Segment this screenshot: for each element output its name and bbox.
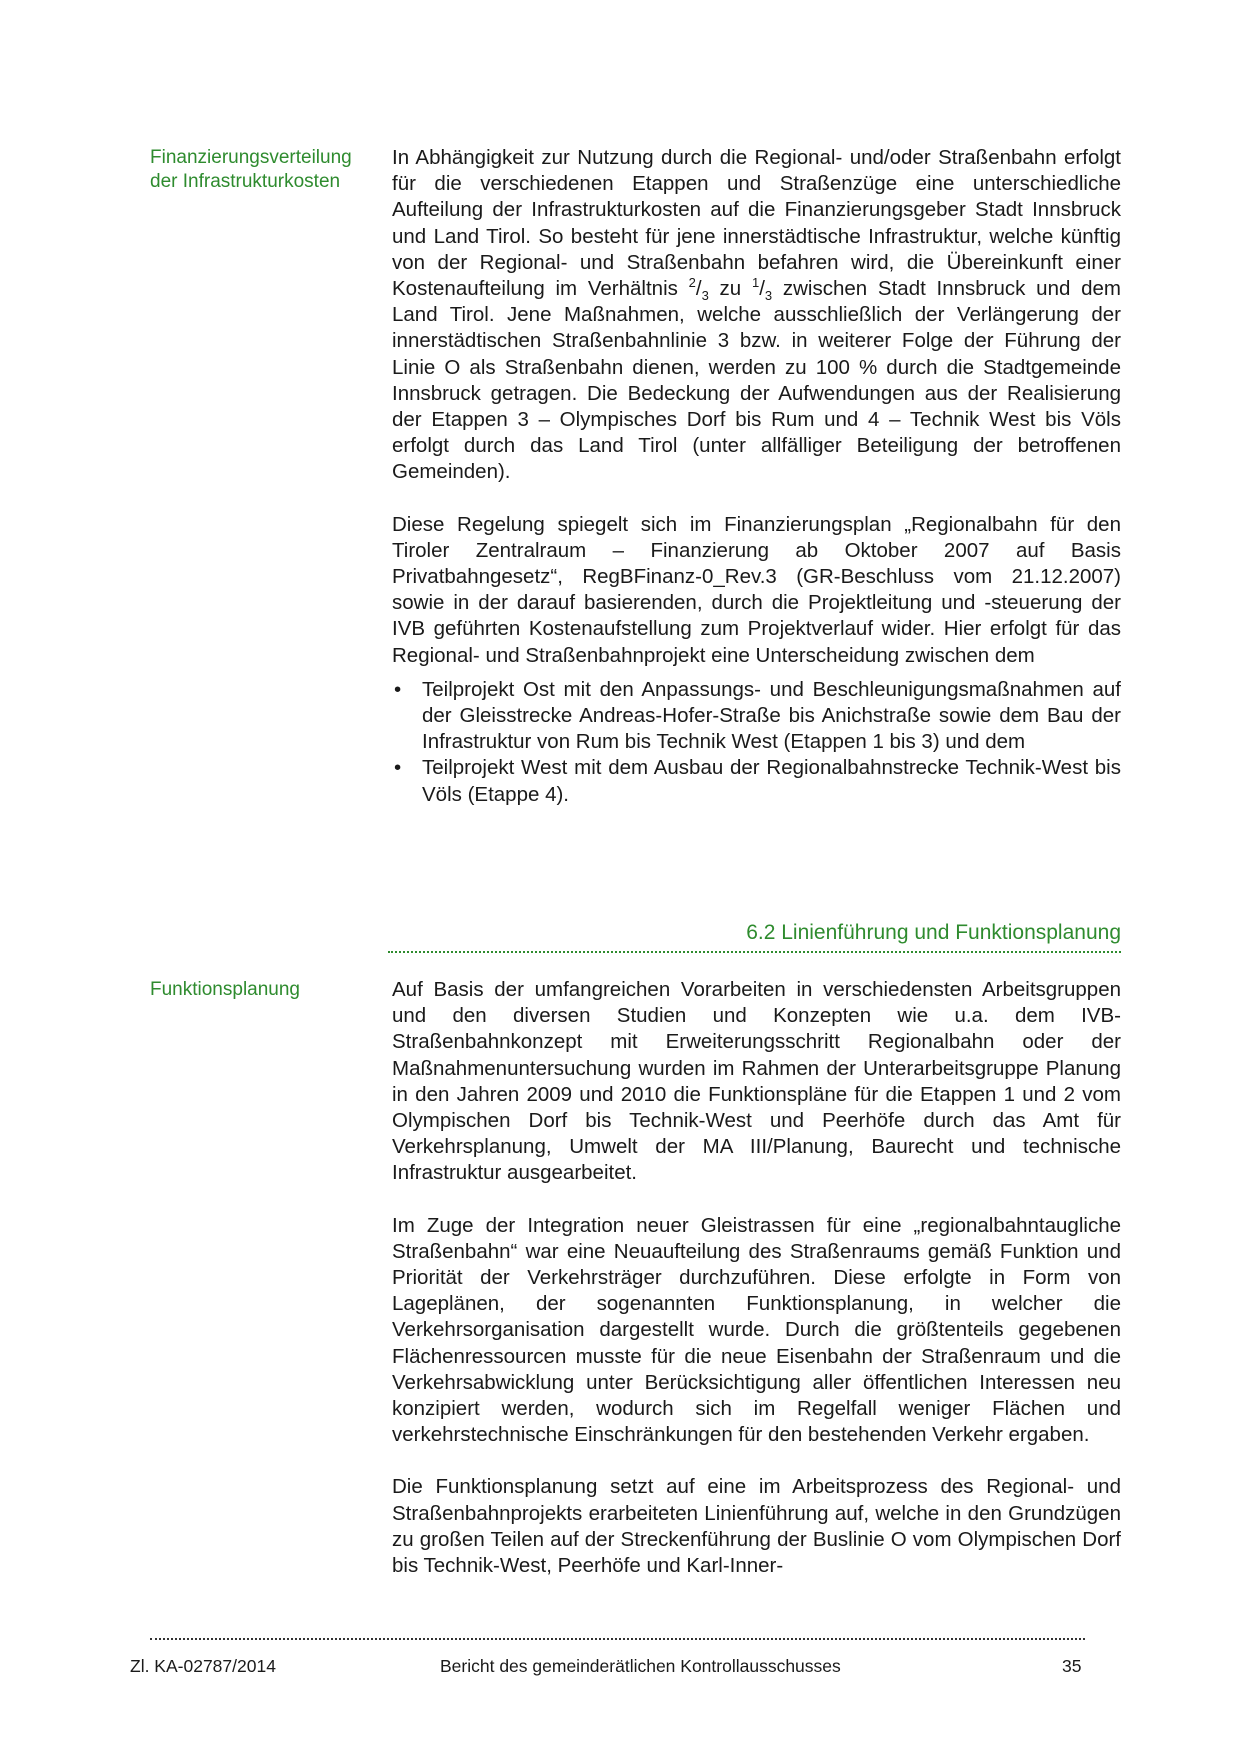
paragraph: Im Zuge der Integration neuer Gleistrassen für eine „regionalbahntaugliche Straßenbahn“ war eine Neuaufteilung des Straßenraums gemäß Funktion und Priorität der Verkehrsträger durchzuführen. Diese erfolgte in Form von Lageplänen, der sogenannten Funktionsplanung, in welcher die Verkehrsorganisation dargestellt wurde. Durch die größtenteils gegebenen Flächenressourcen musste für die neue Eisenbahn der Straßenraum und die Verkehrsabwicklung unter Berücksichtigung aller öffentlichen Interessen neu konzipiert werden, wodurch sich im Regelfall weniger Flächen und verkehrstechnische Einschränkungen für den bestehenden Verkehr ergaben. [392, 1213, 1121, 1447]
margin-note-line: der Infrastrukturkosten [150, 171, 341, 192]
paragraph: In Abhängigkeit zur Nutzung durch die Regional- und/oder Straßenbahn erfolgt für die verschiedenen Etappen und Straßenzüge eine unterschiedliche Aufteilung der Infrastrukturkosten auf die Finanzierungsgeber Stadt Innsbruck und Land Tirol. So besteht für jene innerstädtische Infrastruktur, welche künftig von der Regional- und Straßenbahn befahren wird, die Übereinkunft einer Kostenaufteilung im Verhältnis $^2/_3$ zu $^1/_3$ zwischen Stadt Innsbruck und dem Land Tirol. Jene Maßnahmen, welche ausschließlich der Verlängerung der innerstädtischen Straßenbahnlinie 3 bzw. in weiterer Folge der Führung der Linie O als Straßenbahn dienen, werden zu 100 % durch die Stadtgemeinde Innsbruck getragen. Die Bedeckung der Aufwendungen aus der Realisierung der Etappen 3 – Olympisches Dorf bis Rum und 4 – Technik West bis Völs erfolgt durch das Land Tirol (unter allfälliger Beteiligung der betroffenen Gemeinden). [392, 146, 1121, 484]
margin-note-line: Finanzierungsverteilung [150, 147, 352, 168]
section-financing-body [392, 145, 1121, 808]
bullet-icon: • [394, 756, 402, 780]
paragraph: Diese Regelung spiegelt sich im Finanzierungsplan „Regionalbahn für den Tiroler Zentralraum – Finanzierung ab Oktober 2007 auf Basis Privatbahngesetz“, RegBFinanz-0_Rev.3 (GR-Beschluss vom 21.12.2007) sowie in der darauf basierenden, durch die Projektleitung und -steuerung der IVB geführten Kostenaufstellung zum Projektverlauf wider. Hier erfolgt für das Regional- und Straßenbahnprojekt eine Unterscheidung zwischen dem [392, 512, 1121, 667]
section-heading: 6.2 Linienführung und Funktionsplanung [746, 921, 1121, 944]
section-planning-body [392, 977, 1121, 1579]
paragraph: Die Funktionsplanung setzt auf eine im Arbeitsprozess des Regional- und Straßenbahnprojekts erarbeiteten Linienführung auf, welche in den Grundzügen zu großen Teilen auf der Streckenführung der Buslinie O vom Olympischen Dorf bis Technik-West, Peerhöfe und Karl-Inner- [392, 1475, 1121, 1578]
bullet-list [392, 677, 1121, 808]
fraction-denominator: 3 [764, 288, 773, 304]
fraction-numerator: 2 [688, 275, 696, 291]
fraction-denominator: 3 [701, 288, 709, 304]
footer-divider [150, 1638, 1085, 1640]
list-item: • Teilprojekt West mit dem Ausbau der Regionalbahnstrecke Technik-West bis Völs (Etappe 4). [394, 756, 1121, 806]
fraction-numerator: 1 [751, 275, 760, 291]
footer-title: Bericht des gemeinderätlichen Kontrollausschusses [440, 1656, 841, 1676]
list-item: • Teilprojekt Ost mit den Anpassungs- und Beschleunigungsmaßnahmen auf der Gleisstrecke Andreas-Hofer-Straße bis Anichstraße sowie dem Bau der Infrastruktur von Rum bis Technik West (Etappen 1 bis 3) und dem [394, 677, 1121, 754]
margin-note-planning: Funktionsplanung [150, 979, 300, 1000]
bullet-icon: • [394, 677, 402, 701]
margin-note-financing [150, 146, 380, 194]
paragraph: Auf Basis der umfangreichen Vorarbeiten in verschiedensten Arbeitsgruppen und den diversen Studien und Konzepten wie u.a. dem IVB-Straßenbahnkonzept mit Erweiterungsschritt Regionalbahn oder der Maßnahmenuntersuchung wurden im Rahmen der Unterarbeitsgruppe Planung in den Jahren 2009 und 2010 die Funktionspläne für die Etappen 1 und 2 vom Olympischen Dorf bis Technik-West und Peerhöfe durch das Amt für Verkehrsplanung, Umwelt der MA III/Planung, Baurecht und technische Infrastruktur ausgearbeitet. [392, 978, 1121, 1185]
page-number: 35 [1062, 1656, 1082, 1676]
footer-reference: Zl. KA-02787/2014 [130, 1656, 276, 1676]
heading-divider [388, 951, 1121, 953]
